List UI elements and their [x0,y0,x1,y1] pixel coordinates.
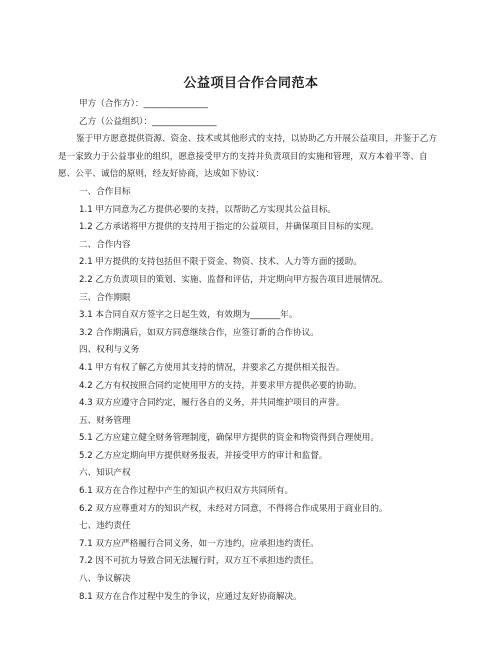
section-heading: 三、合作期限 [79,292,131,303]
section-heading: 六、知识产权 [79,468,131,479]
clause-line: 4.1 甲方有权了解乙方使用其支持的情况，并要求乙方提供相关报告。 [79,362,345,373]
document-body [58,96,441,606]
clause-line: 3.2 合作期满后，如双方同意继续合作，应签订新的合作协议。 [79,327,319,338]
section-heading: 七、违约责任 [79,521,131,532]
clause-line: 8.1 双方在合作过程中发生的争议，应通过友好协商解决。 [79,591,302,602]
section-heading: 八、争议解决 [79,574,131,585]
party-a-line: 甲方（合作方）：_______________ [79,99,208,109]
document-title: 公益项目合作合同范本 [183,76,319,91]
clause-line: 1.1 甲方同意为乙方提供必要的支持，以帮助乙方实现其公益目标。 [79,204,337,215]
clause-line: 5.1 乙方应建立健全财务管理制度，确保甲方提供的资金和物资得到合理使用。 [79,433,379,444]
clause-line: 7.1 双方应严格履行合同义务，如一方违约，应承担违约责任。 [79,538,319,549]
clause-line: 7.2 因不可抗力导致合同无法履行时，双方互不承担违约责任。 [79,556,319,567]
clause-line: 5.2 乙方应定期向甲方提供财务报表，并接受甲方的审计和监督。 [79,450,328,461]
clause-line: 1.2 乙方承诺将甲方提供的支持用于指定的公益项目，并确保项目目标的实现。 [79,222,379,233]
party-b-line: 乙方（公益组织）：_______________ [79,116,217,127]
clause-line: 4.2 乙方有权按照合同约定使用甲方的支持，并要求甲方提供必要的协助。 [79,380,362,391]
section-heading: 一、合作目标 [79,186,131,197]
clause-line: 2.2 乙方负责项目的策划、实施、监督和评估，并定期向甲方报告项目进展情况。 [79,274,388,285]
preamble-paragraph: 鉴于甲方愿意提供资源、资金、技术或其他形式的支持，以协助乙方开展公益项目，并鉴于乙方是一家致力于公益事业的组织，愿意接受甲方的支持并负责项目的实施和管理，双方本着平等、自愿、公平、诚信的原则，经友好协商，达成如下协议： [58,134,437,180]
clause-line: 4.3 双方应遵守合同约定，履行各自的义务，并共同维护项目的声誉。 [79,398,345,409]
clause-list [61,184,441,606]
clause-line: 6.2 双方应尊重对方的知识产权，未经对方同意，不得将合作成果用于商业目的。 [79,503,388,514]
section-heading: 四、权利与义务 [79,345,140,356]
clause-line: 6.1 双方在合作过程中产生的知识产权归双方共同所有。 [79,486,294,497]
section-heading: 五、财务管理 [79,415,131,426]
section-heading: 二、合作内容 [79,239,131,250]
clause-line: 2.1 甲方提供的支持包括但不限于资金、物资、技术、人力等方面的援助。 [79,257,362,268]
clause-line: 3.1 本合同自双方签字之日起生效，有效期为_______年。 [79,310,298,321]
